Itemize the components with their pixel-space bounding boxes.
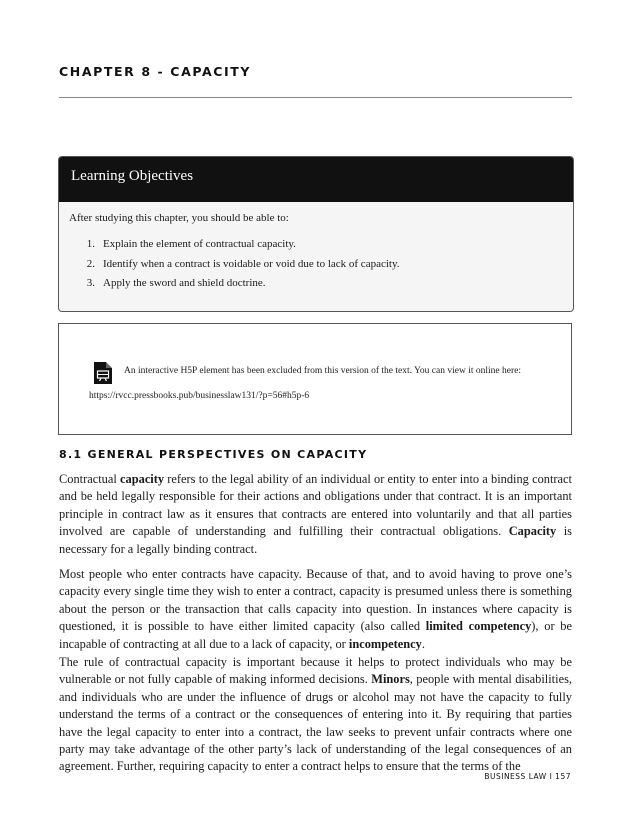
paragraph-2: Most people who enter contracts have capacity. Because of that, and to avoid having to prove one’s capacity every single time they wish to enter a contract, capacity is presumed unless there is something about the person or the transaction that calls capacity into question. In instances where capacity is questioned, it is possible to have either limited capacity (also called limited competency), or be incapable of contracting at all due to a lack of capacity, or incompetency. (59, 567, 572, 651)
learning-objectives-intro: After studying this chapter, you should be able to: (69, 212, 289, 224)
h5p-link[interactable]: https://rvcc.pressbooks.pub/businesslaw131/?p=56#h5p-6 (89, 391, 310, 401)
h5p-notice: An interactive H5P element has been excluded from this version of the text. You can view it online here: (124, 366, 521, 376)
chapter-title: CHAPTER 8 - CAPACITY (59, 64, 252, 79)
learning-objectives-list (69, 235, 399, 294)
h5p-excluded-box (58, 323, 572, 435)
learning-objectives-box (58, 156, 574, 312)
paragraph-3: The rule of contractual capacity is important because it helps to protect individuals who may be vulnerable or not fully capable of making informed decisions. Minors, people with mental disabilities, and individuals who are under the influence of drugs or alcohol may not have the capacity to fully understand the terms of a contract or the consequences of entering into it. By requiring that parties have the legal capacity to enter into a contract, the law seeks to prevent unfair contracts where one party may take advantage of the other party’s lack of understanding of the legal consequences of an agreement. Further, requiring capacity to enter a contract helps to ensure that the terms of the (59, 655, 572, 774)
list-item: 2. Identify when a contract is voidable or void due to lack of capacity. (86, 257, 400, 270)
learning-objectives-heading: Learning Objectives (59, 157, 573, 202)
title-divider (59, 97, 572, 98)
list-item: 1. Explain the element of contractual capacity. (86, 238, 296, 250)
section-heading: 8.1 GENERAL PERSPECTIVES ON CAPACITY (59, 448, 368, 461)
h5p-element-icon (94, 362, 112, 384)
page-footer: BUSINESS LAW I 157 (484, 772, 571, 781)
paragraph-1: Contractual capacity refers to the legal ability of an individual or entity to enter into a binding contract and be held legally responsible for their actions and obligations under that contract. It is an important principle in contract law as it ensures that contracts are entered into voluntarily and that all parties involved are capable of understanding and fulfilling their contractual obligations. Capacity is necessary for a legally binding contract. (59, 472, 572, 556)
list-item: 3. Apply the sword and shield doctrine. (86, 277, 266, 289)
